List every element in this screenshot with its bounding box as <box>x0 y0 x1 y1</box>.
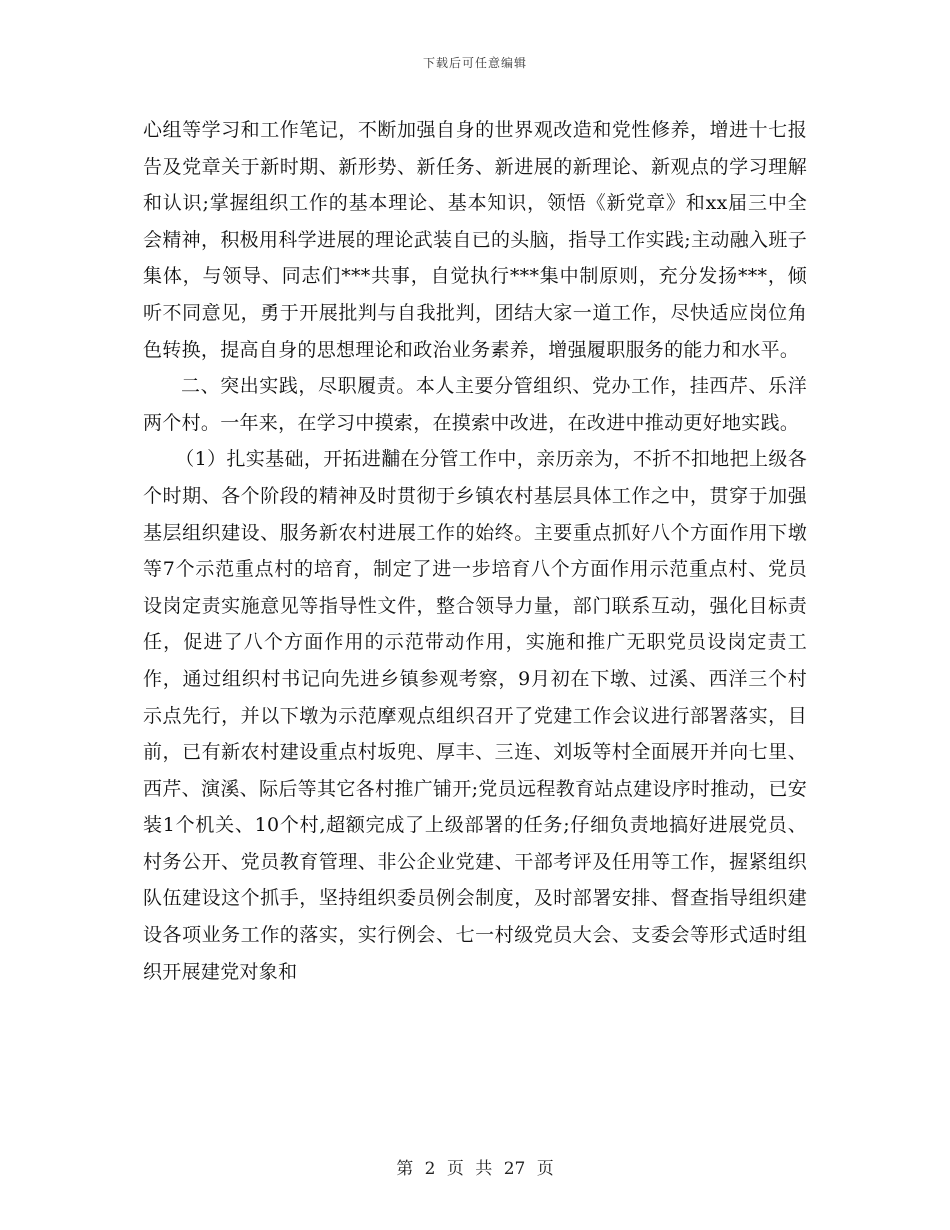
paragraph-section-two: 二、突出实践，尽职履责。本人主要分管组织、党办工作，挂西芹、乐洋两个村。一年来，在学习中摸索，在摸索中改进，在改进中推动更好地实践。 <box>143 375 807 434</box>
page-number: 第 2 页 共 27 页 <box>396 1159 554 1179</box>
document-body <box>143 112 807 990</box>
paragraph-item-one: （1）扎实基础，开拓进黼在分管工作中，亲历亲为，不折不扣地把上级各个时期、各个阶段的精神及时贯彻于乡镇农村基层具体工作之中，贯穿于加强基层组织建设、服务新农村进展工作的始终。主要重点抓好八个方面作用下墩等7个示范重点村的培育，制定了进一步培育八个方面作用示范重点村、党员设岗定责实施意见等指导性文件，整合领导力量，部门联系互动，强化目标责任，促进了八个方面作用的示范带动作用，实施和推广无职党员设岗定责工作，通过组织村书记向先进乡镇参观考察，9月初在下墩、过溪、西洋三个村示点先行，并以下墩为示范摩观点组织召开了党建工作会议进行部署落实，目前，已有新农村建设重点村坂兜、厚丰、三连、刘坂等村全面展开并向七里、西芹、演溪、际后等其它各村推广铺开;党员远程教育站点建设序时推动，已安装1个机关、10个村,超额完成了上级部署的任务;仔细负责地搞好进展党员、村务公开、党员教育管理、非公企业党建、干部考评及任用等工作，握紧组织队伍建设这个抓手，坚持组织委员例会制度，及时部署安排、督查指导组织建设各项业务工作的落实，实行例会、七一村级党员大会、支委会等形式适时组织开展建党对象和 <box>143 448 807 983</box>
paragraph-continuation: 心组等学习和工作笔记，不断加强自身的世界观改造和党性修养，增进十七报告及党章关于新时期、新形势、新任务、新进展的新理论、新观点的学习理解和认识;掌握组织工作的基本理论、基本知识，领悟《新党章》和xx届三中全会精神，积极用科学进展的理论武装自已的头脑，指导工作实践;主动融入班子集体，与领导、同志们***共事，自觉执行***集中制原则，充分发扬***，倾听不同意见，勇于开展批判与自我批判，团结大家一道工作，尽快适应岗位角色转换，提高自身的思想理论和政治业务素养，增强履职服务的能力和水平。 <box>143 119 807 361</box>
page-header: 下载后可任意编辑 <box>422 56 527 70</box>
